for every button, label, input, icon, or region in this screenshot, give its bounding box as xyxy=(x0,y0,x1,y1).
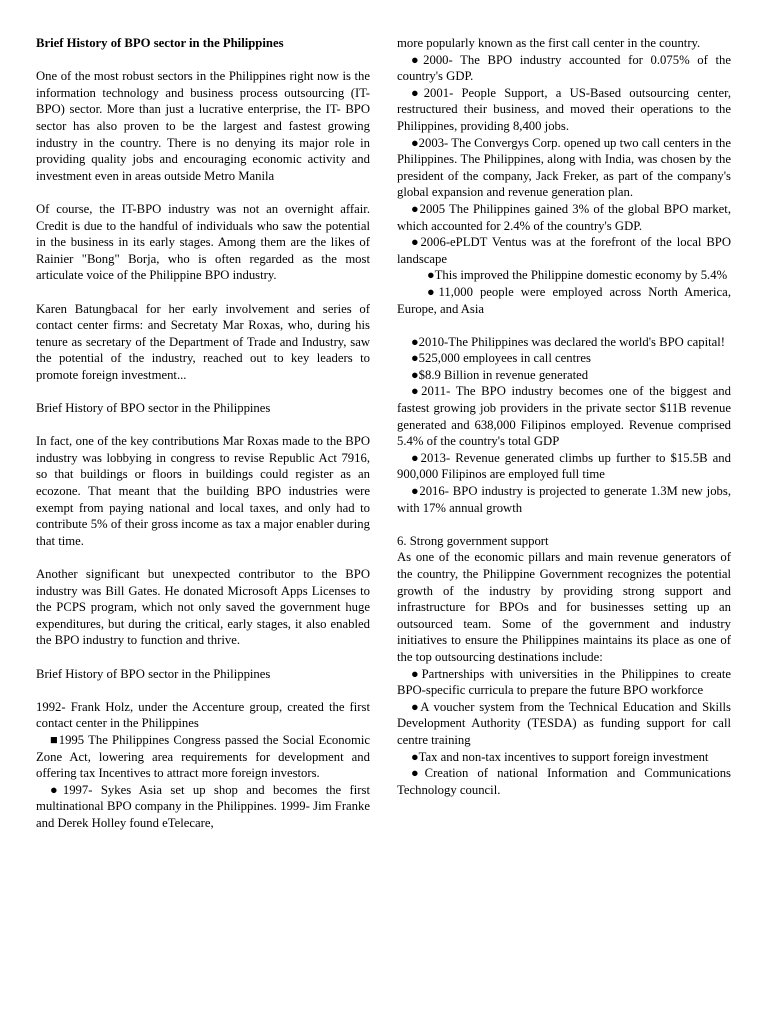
timeline-2005: ●2005 The Philippines gained 3% of the global BPO market, which accounted for 2.4% of the country's GDP. xyxy=(397,201,731,233)
section-heading-2: Brief History of BPO sector in the Philippines xyxy=(36,401,271,416)
credit-paragraph: Of course, the IT-BPO industry was not an overnight affair. Credit is due to the handful of individuals who saw the potential in the business in its early stages. Among them are the likes of Rainier "Bong" Borja, who is often regarded as the most articulate voice of the Philippine BPO industry. xyxy=(36,201,370,283)
timeline-2006: ●2006-ePLDT Ventus was at the forefront of the local BPO landscape xyxy=(397,235,731,266)
initiative-ict-council: ●Creation of national Information and Communications Technology council. xyxy=(397,766,731,797)
timeline-2010-employees: ●525,000 employees in call centres xyxy=(411,351,591,366)
section-heading-3: Brief History of BPO sector in the Philippines xyxy=(36,666,271,681)
initiative-tax: ●Tax and non-tax incentives to support foreign investment xyxy=(411,749,709,764)
gates-paragraph: Another significant but unexpected contributor to the BPO industry was Bill Gates. He donated Microsoft Apps Licenses to the PCPS program, which not only saved the government huge expenditures, but during the critical, early stages, it also enabled the BPO industry to function and thrive. xyxy=(36,567,370,648)
initiative-tesda: ●A voucher system from the Technical Education and Skills Development Authority (TESDA) as funding support for call centre training xyxy=(397,699,731,747)
ecozone-paragraph: In fact, one of the key contributions Mar Roxas made to the BPO industry was lobbying in congress to revise Republic Act 7916, so that buildings or floors in buildings could register as an ecozone. That meant that the building BPO industries were exempt from paying national and local taxes, and only had to contribute 5% of their gross income as tax a major enabler during that time. xyxy=(36,434,370,548)
timeline-2000: ●2000- The BPO industry accounted for 0.075% of the country's GDP. xyxy=(397,52,731,84)
timeline-2006-employment: ●11,000 people were employed across North America, Europe, and Asia xyxy=(397,284,731,316)
timeline-2010: ●2010-The Philippines was declared the world's BPO capital! xyxy=(411,334,726,349)
intro-paragraph: One of the most robust sectors in the Philippines right now is the information technology and business process outsourcing (IT-BPO) sector. More than just a lucrative enterprise, the IT- BPO sector has also proven to be the largest and fastest growing industry in the country. There is no denying its major role in providing quality jobs and encouraging economic activity and investment even in areas outside Metro Manila xyxy=(36,69,370,183)
right-column xyxy=(397,35,731,798)
roxas-paragraph: Karen Batungbacal for her early involvement and series of contact center firms: and Secretaty Mar Roxas, who, during his tenure as secretary of the Department of Trade and Industry, saw the potential of the industry, reached out to key leaders to promote foreign investment... xyxy=(36,301,370,382)
timeline-1992: 1992- Frank Holz, under the Accenture group, created the first contact center in the Philippines xyxy=(36,699,370,731)
timeline-2001: ●2001- People Support, a US-Based outsourcing center, restructured their business, and moved their operations to the Philippines, providing 8,400 jobs. xyxy=(397,85,731,133)
timeline-1995: ■1995 The Philippines Congress passed the Social Economic Zone Act, lowering area requirements for development and offering tax Incentives to attract more foreign investors. xyxy=(36,732,370,781)
timeline-1999-continued: more popularly known as the first call center in the country. xyxy=(397,36,701,50)
timeline-2006-economy: ●This improved the Philippine domestic economy by 5.4% xyxy=(427,268,728,283)
timeline-2013: ●2013- Revenue generated climbs up further to $15.5B and 900,000 Filipinos are employed full time xyxy=(397,450,731,482)
initiative-universities: ●Partnerships with universities in the Philippines to create BPO-specific curricula to prepare the future BPO workforce xyxy=(397,666,731,698)
timeline-2011: ●2011- The BPO industry becomes one of the biggest and fastest growing job providers in the private sector $11B revenue generated and 638,000 Filipinos employed. Revenue comprised 5.4% of the country's total GDP xyxy=(397,384,731,449)
timeline-1997: ●1997- Sykes Asia set up shop and becomes the first multinational BPO company in the Philippines. 1999- Jim Franke and Derek Holley found eTelecare, xyxy=(36,782,370,830)
timeline-2016: ●2016- BPO industry is projected to generate 1.3M new jobs, with 17% annual growth xyxy=(397,484,731,515)
left-column xyxy=(36,35,370,832)
document-title: Brief History of BPO sector in the Philippines xyxy=(36,36,284,50)
government-paragraph: As one of the economic pillars and main revenue generators of the country, the Philippine Government recognizes the potential growth of the industry by providing strong support and infrastructure for BPOs and for businesses setting up an outsourced team. Some of the government and industry initiatives to ensure the Philippines maintains its place as one of the top outsourcing destinations include: xyxy=(397,550,731,664)
timeline-2003: ●2003- The Convergys Corp. opened up two call centers in the Philippines. The Philippines, along with India, was chosen by the president of the company, Jack Freker, as part of the company's global expansion and revenue generation plan. xyxy=(397,135,731,200)
section-heading-6: 6. Strong government support xyxy=(397,533,549,548)
timeline-2010-revenue: ●$8.9 Billion in revenue generated xyxy=(411,367,589,382)
